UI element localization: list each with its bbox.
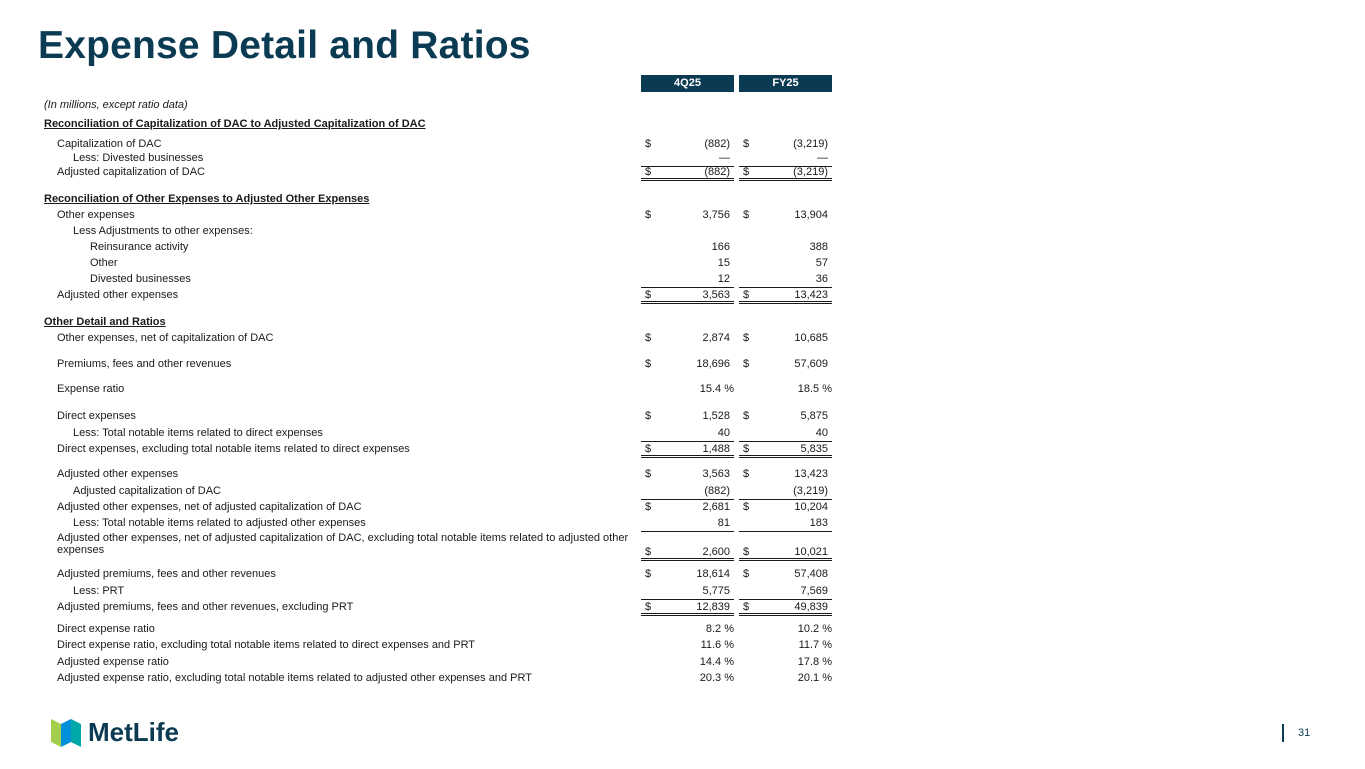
row-label: Adjusted premiums, fees and other revenues <box>57 568 276 580</box>
cell-4q25 <box>641 288 734 304</box>
cell-4q25 <box>641 409 734 424</box>
cell-value: 10,204 <box>794 501 828 513</box>
currency-symbol: $ <box>645 358 652 370</box>
cell-value: 14.4 % <box>699 656 734 668</box>
row-label: Less: Total notable items related to direct expenses <box>73 427 323 439</box>
cell-4q25 <box>641 165 734 181</box>
row-label: Less: Total notable items related to adjusted other expenses <box>73 517 366 529</box>
row-label: Adjusted expense ratio, excluding total notable items related to adjusted other expenses and PRT <box>57 672 532 684</box>
cell-value: 57,609 <box>794 358 828 370</box>
row-label: (In millions, except ratio data) <box>44 99 188 111</box>
table-row <box>0 500 900 515</box>
cell-value: 17.8 % <box>797 656 832 668</box>
currency-symbol: $ <box>743 166 750 178</box>
row-label: Direct expenses, excluding total notable items related to direct expenses <box>57 443 410 455</box>
row-label: Expense ratio <box>57 383 125 395</box>
cell-fy25 <box>739 622 832 637</box>
table-row <box>0 224 900 239</box>
row-label: Less: Divested businesses <box>73 152 204 164</box>
currency-symbol: $ <box>743 289 750 301</box>
cell-value: (3,219) <box>793 485 828 497</box>
cell-fy25 <box>739 655 832 670</box>
cell-value: 5,835 <box>800 443 828 455</box>
cell-value: 40 <box>717 427 730 439</box>
cell-4q25 <box>641 600 734 616</box>
cell-fy25 <box>739 442 832 458</box>
cell-fy25 <box>739 500 832 515</box>
cell-4q25 <box>641 467 734 482</box>
row-label: Other <box>90 257 118 269</box>
cell-fy25 <box>739 600 832 616</box>
row-label: Divested businesses <box>90 273 191 285</box>
row-label: Direct expense ratio, excluding total notable items related to direct expenses and PRT <box>57 639 476 651</box>
column-header-fy25: FY25 <box>739 75 832 92</box>
row-label: Premiums, fees and other revenues <box>57 358 232 370</box>
cell-fy25 <box>739 584 832 600</box>
currency-symbol: $ <box>645 332 652 344</box>
row-label: Adjusted premiums, fees and other revenues, excluding PRT <box>57 601 354 613</box>
table-row <box>0 584 900 599</box>
cell-4q25 <box>641 357 734 372</box>
cell-fy25 <box>739 357 832 372</box>
cell-4q25 <box>641 137 734 152</box>
cell-fy25 <box>739 272 832 288</box>
row-label: Other expenses, net of capitalization of DAC <box>57 332 274 344</box>
cell-value: 12 <box>717 273 730 285</box>
cell-value: 18.5 % <box>797 383 832 395</box>
currency-symbol: $ <box>743 332 750 344</box>
cell-4q25 <box>641 382 734 397</box>
currency-symbol: $ <box>743 601 750 613</box>
cell-4q25 <box>641 567 734 582</box>
cell-value: 3,563 <box>702 289 730 301</box>
currency-symbol: $ <box>743 358 750 370</box>
table-row <box>0 165 900 180</box>
cell-value: 166 <box>711 241 730 253</box>
cell-value: 15.4 % <box>699 383 734 395</box>
cell-4q25 <box>641 484 734 500</box>
table-row <box>0 655 900 670</box>
cell-value: (3,219) <box>793 166 828 178</box>
row-label: Other expenses <box>57 209 135 221</box>
cell-value: (882) <box>704 138 730 150</box>
row-label: Adjusted capitalization of DAC <box>57 166 205 178</box>
cell-4q25 <box>641 442 734 458</box>
row-label: Adjusted other expenses, net of adjusted capitalization of DAC <box>57 501 362 513</box>
cell-value: 81 <box>717 517 730 529</box>
cell-fy25 <box>739 409 832 424</box>
currency-symbol: $ <box>743 138 750 150</box>
row-label: Direct expenses <box>57 410 136 422</box>
cell-4q25 <box>641 240 734 255</box>
currency-symbol: $ <box>743 546 750 558</box>
cell-fy25 <box>739 545 832 561</box>
table-row <box>0 600 900 615</box>
row-label: Adjusted expense ratio <box>57 656 169 668</box>
table-row <box>0 484 900 499</box>
page-title: Expense Detail and Ratios <box>38 24 531 67</box>
cell-4q25 <box>641 256 734 271</box>
cell-fy25 <box>739 382 832 397</box>
cell-value: 3,563 <box>702 468 730 480</box>
cell-4q25 <box>641 426 734 442</box>
table-row <box>0 331 900 346</box>
cell-value: (882) <box>704 485 730 497</box>
table-row <box>0 288 900 303</box>
table-row <box>0 467 900 482</box>
section-header <box>0 117 900 132</box>
section-header <box>0 192 900 207</box>
row-label: Reconciliation of Capitalization of DAC to Adjusted Capitalization of DAC <box>44 118 426 130</box>
currency-symbol: $ <box>645 166 652 178</box>
cell-value: 10,021 <box>794 546 828 558</box>
cell-fy25 <box>739 467 832 482</box>
table-row <box>0 532 900 560</box>
cell-value: 1,488 <box>702 443 730 455</box>
currency-symbol: $ <box>645 410 652 422</box>
table-row <box>0 240 900 255</box>
cell-value: (882) <box>704 166 730 178</box>
cell-value: 1,528 <box>702 410 730 422</box>
row-label: Reinsurance activity <box>90 241 189 253</box>
cell-value: 2,600 <box>702 546 730 558</box>
cell-4q25 <box>641 638 734 653</box>
cell-4q25 <box>641 671 734 686</box>
row-label: Less Adjustments to other expenses: <box>73 225 253 237</box>
cell-value: 3,756 <box>702 209 730 221</box>
cell-value: 2,681 <box>702 501 730 513</box>
cell-fy25 <box>739 484 832 500</box>
cell-4q25 <box>641 516 734 532</box>
cell-value: 2,874 <box>702 332 730 344</box>
currency-symbol: $ <box>743 501 750 513</box>
currency-symbol: $ <box>645 138 652 150</box>
table-row <box>0 426 900 441</box>
cell-value: 18,696 <box>696 358 730 370</box>
cell-4q25 <box>641 545 734 561</box>
cell-value: 11.7 % <box>798 639 832 651</box>
row-label: Less: PRT <box>73 585 125 597</box>
table-row <box>0 671 900 686</box>
currency-symbol: $ <box>645 209 652 221</box>
table-row <box>0 98 900 113</box>
table-row <box>0 272 900 287</box>
cell-4q25 <box>641 655 734 670</box>
row-label: Adjusted other expenses <box>57 468 179 480</box>
currency-symbol: $ <box>645 501 652 513</box>
table-row <box>0 442 900 457</box>
currency-symbol: $ <box>743 443 750 455</box>
cell-4q25 <box>641 500 734 515</box>
cell-fy25 <box>739 208 832 223</box>
cell-value: 8.2 % <box>705 623 734 635</box>
row-label: Adjusted other expenses <box>57 289 179 301</box>
cell-4q25 <box>641 208 734 223</box>
currency-symbol: $ <box>743 568 750 580</box>
cell-value: 183 <box>809 517 828 529</box>
cell-value: 57 <box>815 257 828 269</box>
cell-value: 11.6 % <box>700 639 734 651</box>
cell-fy25 <box>739 671 832 686</box>
table-row <box>0 409 900 424</box>
currency-symbol: $ <box>645 468 652 480</box>
cell-value: 10.2 % <box>797 623 832 635</box>
cell-fy25 <box>739 426 832 442</box>
cell-fy25 <box>739 137 832 152</box>
cell-value: 57,408 <box>794 568 828 580</box>
cell-value: 5,775 <box>702 585 730 597</box>
cell-value: 10,685 <box>794 332 828 344</box>
currency-symbol: $ <box>645 443 652 455</box>
section-header <box>0 315 900 330</box>
page-number: 31 <box>1298 727 1311 739</box>
currency-symbol: $ <box>743 410 750 422</box>
cell-value: 7,569 <box>800 585 828 597</box>
currency-symbol: $ <box>645 601 652 613</box>
cell-fy25 <box>739 240 832 255</box>
cell-value: — <box>719 152 730 164</box>
cell-value: 36 <box>815 273 828 285</box>
table-row <box>0 151 900 166</box>
cell-fy25 <box>739 638 832 653</box>
currency-symbol: $ <box>645 568 652 580</box>
cell-4q25 <box>641 331 734 346</box>
row-label: Capitalization of DAC <box>57 138 162 150</box>
column-header-4q25: 4Q25 <box>641 75 734 92</box>
cell-value: 15 <box>717 257 730 269</box>
table-row <box>0 256 900 271</box>
cell-value: (3,219) <box>793 138 828 150</box>
metlife-logo-text: MetLife <box>88 717 179 747</box>
cell-value: 13,904 <box>794 209 828 221</box>
cell-value: 388 <box>809 241 828 253</box>
page-number-divider <box>1282 724 1284 742</box>
cell-4q25 <box>641 272 734 288</box>
currency-symbol: $ <box>743 468 750 480</box>
cell-value: 40 <box>815 427 828 439</box>
cell-value: 12,839 <box>696 601 730 613</box>
cell-fy25 <box>739 256 832 271</box>
cell-fy25 <box>739 288 832 304</box>
currency-symbol: $ <box>743 209 750 221</box>
table-row <box>0 622 900 637</box>
row-label: Reconciliation of Other Expenses to Adjusted Other Expenses <box>44 193 370 205</box>
cell-value: 18,614 <box>696 568 730 580</box>
metlife-logo-icon <box>51 719 81 747</box>
row-label: Other Detail and Ratios <box>44 316 166 328</box>
cell-value: 20.3 % <box>699 672 734 684</box>
row-label: Adjusted other expenses, net of adjusted capitalization of DAC, excluding total notable items related to adjusted other expenses <box>57 532 629 556</box>
cell-fy25 <box>739 567 832 582</box>
currency-symbol: $ <box>645 289 652 301</box>
row-label: Direct expense ratio <box>57 623 155 635</box>
cell-4q25 <box>641 584 734 600</box>
table-row <box>0 357 900 372</box>
cell-value: 5,875 <box>800 410 828 422</box>
table-row <box>0 208 900 223</box>
row-label: Adjusted capitalization of DAC <box>73 485 221 497</box>
cell-fy25 <box>739 516 832 532</box>
cell-value: 13,423 <box>794 289 828 301</box>
cell-value: 20.1 % <box>797 672 832 684</box>
cell-value: — <box>817 152 828 164</box>
cell-fy25 <box>739 331 832 346</box>
table-row <box>0 516 900 531</box>
table-row <box>0 382 900 397</box>
table-row <box>0 638 900 653</box>
cell-value: 13,423 <box>794 468 828 480</box>
currency-symbol: $ <box>645 546 652 558</box>
table-row <box>0 137 900 152</box>
table-row <box>0 567 900 582</box>
cell-fy25 <box>739 165 832 181</box>
cell-value: 49,839 <box>794 601 828 613</box>
cell-4q25 <box>641 622 734 637</box>
